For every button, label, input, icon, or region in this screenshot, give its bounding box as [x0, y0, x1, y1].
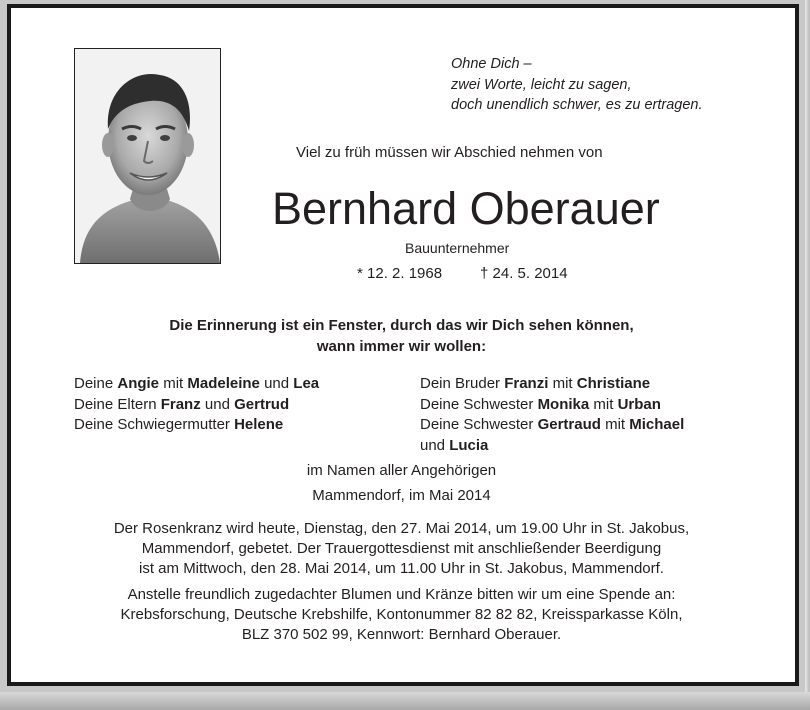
poem — [451, 54, 702, 116]
service-line: Der Rosenkranz wird heute, Dienstag, den 27. Mai 2014, um 19.00 Uhr in St. Jakobus, — [113, 520, 690, 537]
place-date: Mammendorf, im Mai 2014 — [312, 487, 491, 504]
mourner-line: Deine Angie mit Madeleine und Lea — [74, 375, 320, 392]
mourner-line: und Lucia — [420, 436, 489, 454]
service-line: Mammendorf, gebetet. Der Trauergottesdienst mit anschließender Beerdigung — [141, 540, 662, 557]
birth-date: * 12. 2. 1968 — [357, 265, 443, 282]
poem-line: Ohne Dich – — [451, 56, 532, 72]
page-edge-right — [805, 0, 810, 710]
page-edge-bottom — [0, 692, 810, 710]
poem-line: doch unendlich schwer, es zu ertragen. — [451, 97, 703, 113]
intro-text: Viel zu früh müssen wir Abschied nehmen von — [296, 144, 603, 161]
service-info — [0, 519, 803, 579]
donation-line: BLZ 370 502 99, Kennwort: Bernhard Oberauer. — [241, 626, 562, 643]
mourner-line: Dein Bruder Franzi mit Christiane — [420, 375, 651, 392]
service-line: ist am Mittwoch, den 28. Mai 2014, um 11.00 Uhr in St. Jakobus, Mammendorf. — [139, 560, 664, 577]
mourner-line: Deine Schwester Gertraud mit Michael — [420, 416, 685, 433]
poem-line: zwei Worte, leicht zu sagen, — [451, 76, 632, 93]
mourner-line: Deine Schwiegermutter Helene — [74, 416, 284, 433]
donation-line: Krebsforschung, Deutsche Krebshilfe, Kontonummer 82 82 82, Kreissparkasse Köln, — [120, 606, 683, 623]
mourner-line: Deine Eltern Franz und Gertrud — [74, 395, 290, 413]
deceased-profession: Bauunternehmer — [405, 240, 510, 256]
portrait-photo — [74, 48, 221, 264]
deceased-name: Bernhard Oberauer — [272, 183, 660, 234]
mourners-left — [74, 374, 319, 436]
death-date: † 24. 5. 2014 — [480, 265, 568, 282]
mourner-line: Deine Schwester Monika mit Urban — [420, 395, 661, 413]
relatives-line: im Namen aller Angehörigen — [306, 462, 497, 479]
donation-info — [0, 585, 803, 645]
quote-line: Die Erinnerung ist ein Fenster, durch das wir Dich sehen können, — [169, 317, 634, 334]
quote-line: wann immer wir wollen: — [316, 338, 487, 355]
mourners-right — [420, 374, 684, 456]
donation-line: Anstelle freundlich zugedachter Blumen und Kränze bitten wir um eine Spende an: — [127, 586, 676, 603]
memorial-quote — [0, 315, 803, 357]
